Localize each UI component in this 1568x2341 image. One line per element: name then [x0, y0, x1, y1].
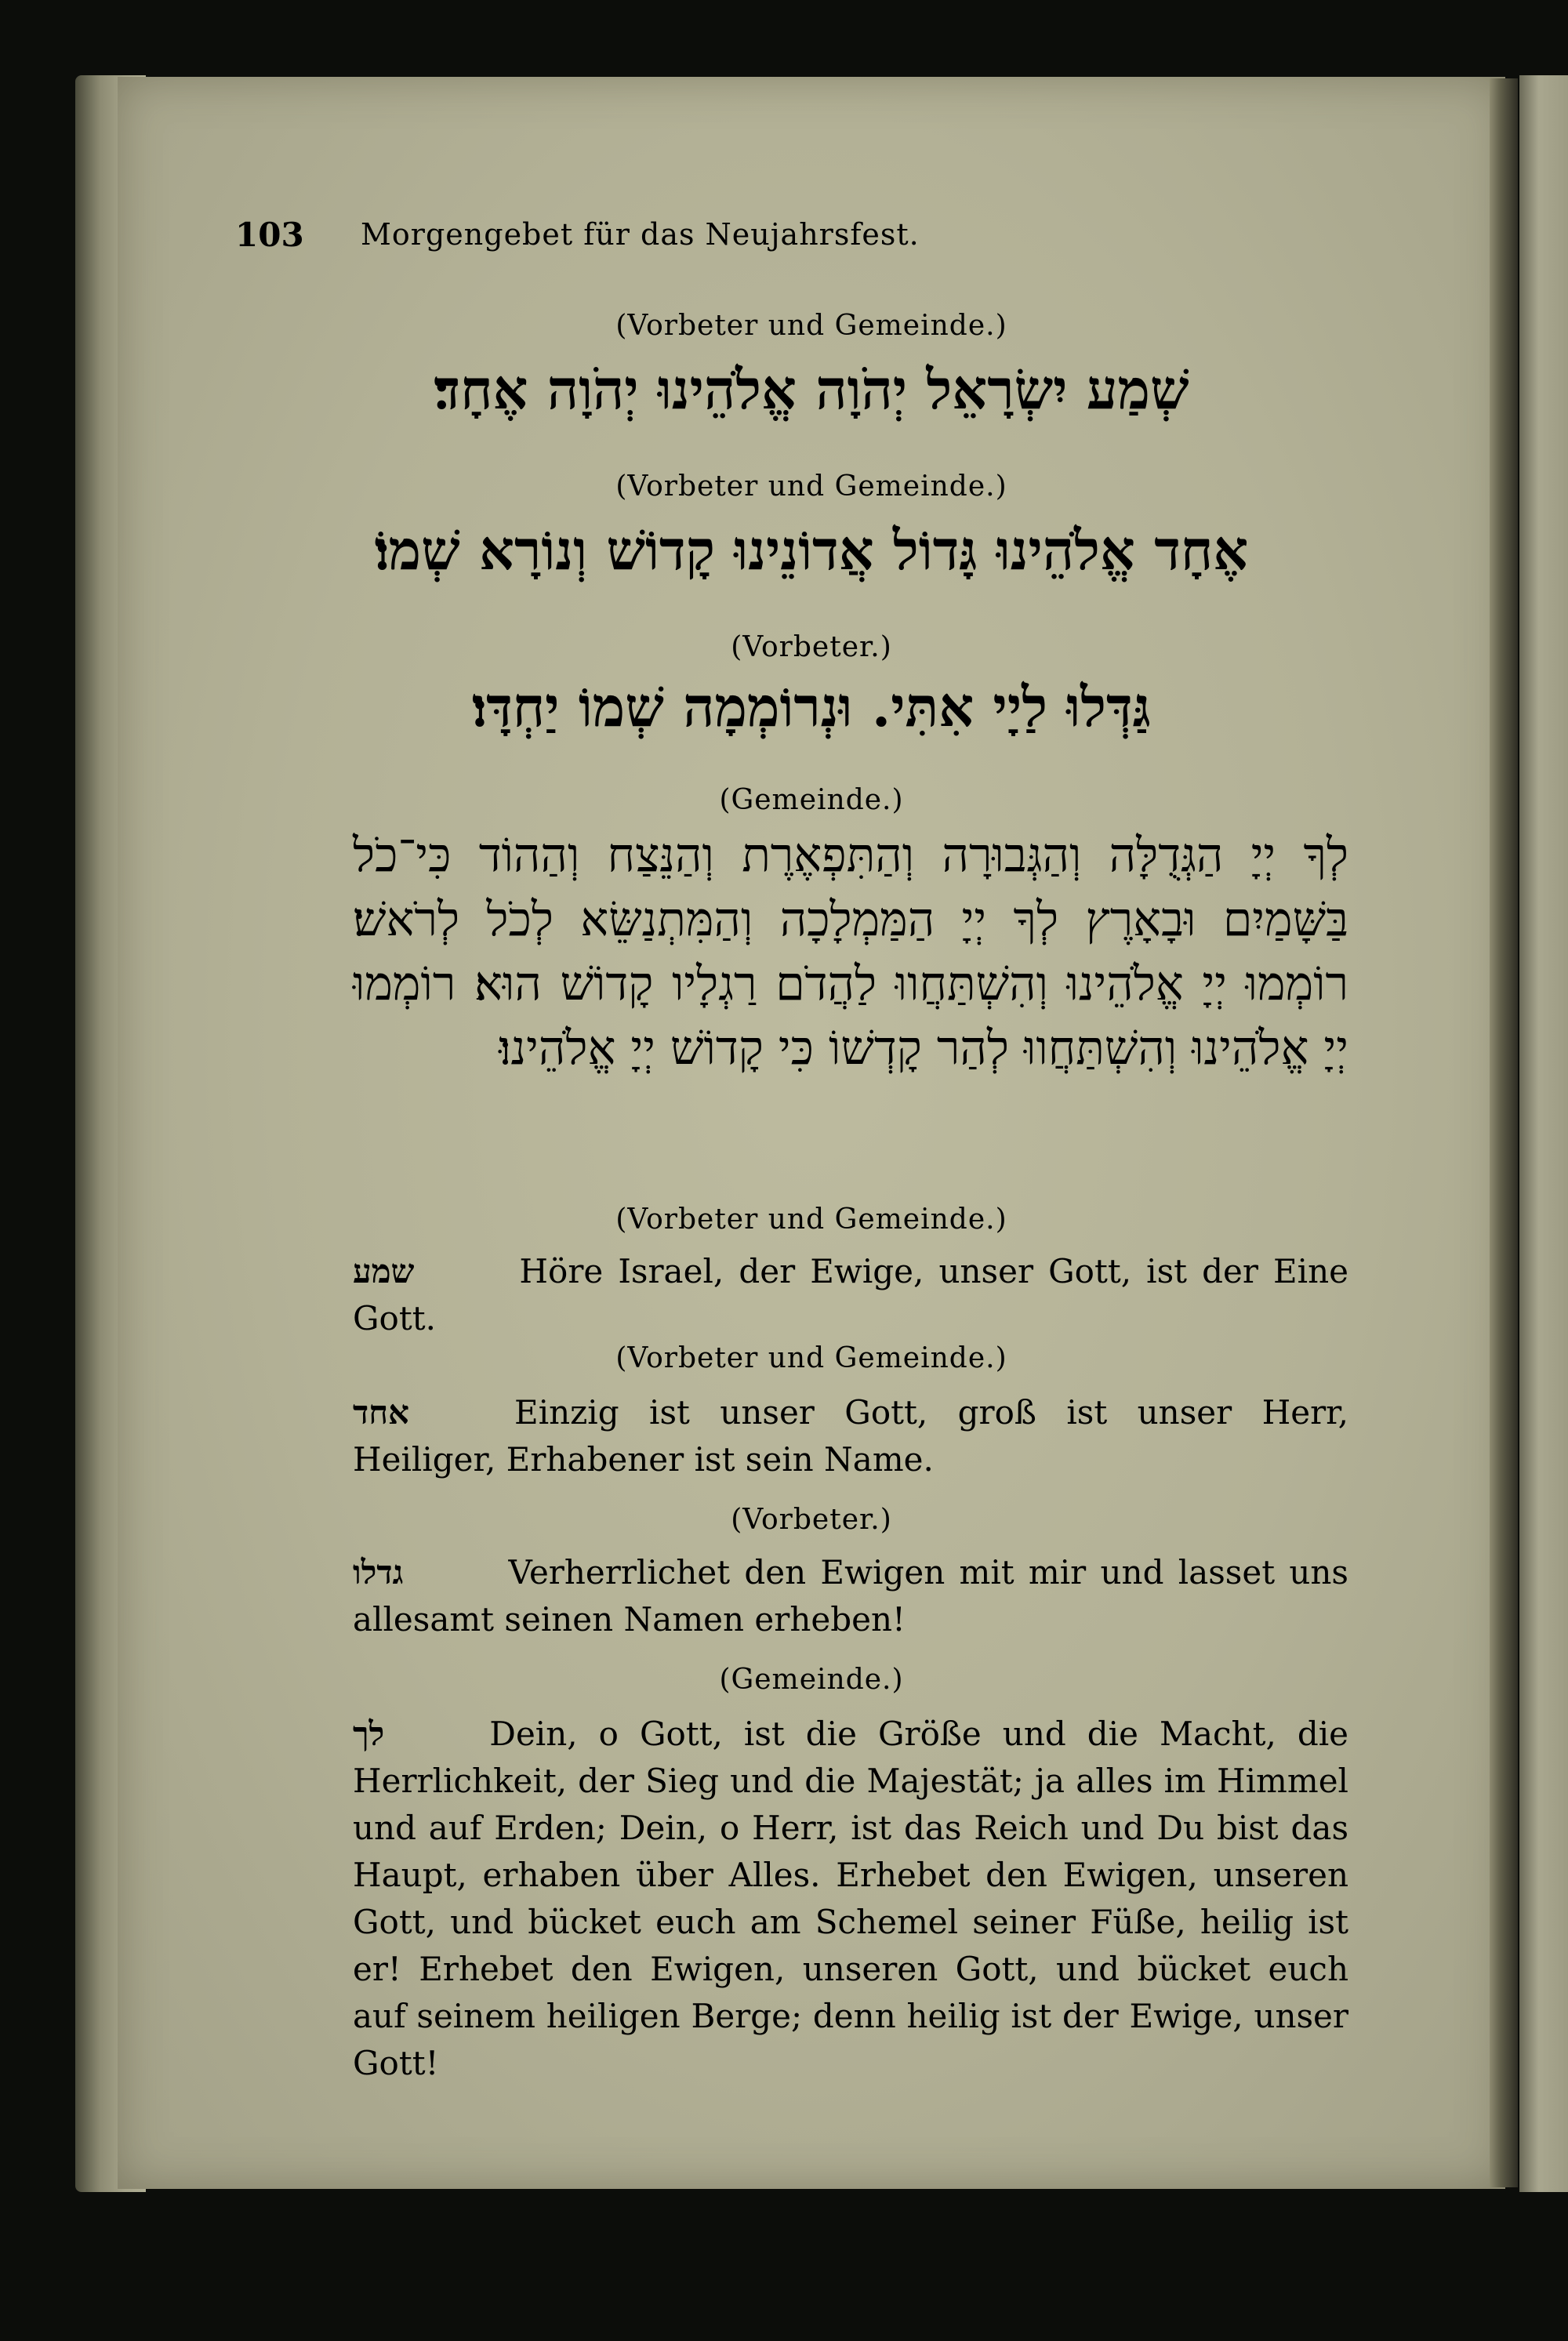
hebrew-cue-shema: שמע — [353, 1252, 415, 1290]
german-gadlu-paragraph — [353, 1549, 1348, 1643]
rubric-german-echad: (Vorbeter und Gemeinde.) — [615, 1342, 1007, 1374]
german-echad-paragraph — [353, 1389, 1348, 1483]
german-shema-text: Höre Israel, der Ewige, unser Gott, ist der Eine Gott. — [353, 1252, 1348, 1337]
next-page-edge — [1519, 75, 1568, 2192]
rubric-gadlu: (Vorbeter.) — [731, 631, 892, 663]
hebrew-cue-gadlu: גדלו — [353, 1553, 404, 1592]
german-echad-text: Einzig ist unser Gott, groß ist unser Herr, Heiliger, Erhabener ist sein Name. — [353, 1393, 1348, 1479]
german-lecha-paragraph — [353, 1711, 1348, 2087]
rubric-echad: (Vorbeter und Gemeinde.) — [615, 470, 1007, 503]
hebrew-gadlu-line: גַּדְּלוּ לַיָי אִתִּי. וּנְרוֹמְמָה שְׁמוֹ יַחְדָּו׃ — [472, 674, 1151, 739]
rubric-german-lecha: (Gemeinde.) — [719, 1664, 904, 1696]
hebrew-cue-lecha: לך — [353, 1715, 385, 1753]
rubric-german-shema: (Vorbeter und Gemeinde.) — [615, 1203, 1007, 1236]
running-head — [235, 216, 1348, 263]
running-title: Morgengebet für das Neujahrsfest. — [361, 217, 920, 252]
page-number: 103 — [235, 216, 304, 254]
german-gadlu-text: Verherrlichet den Ewigen mit mir und lasset uns allesamt seinen Namen erheben! — [353, 1553, 1348, 1639]
rubric-shema: (Vorbeter und Gemeinde.) — [615, 310, 1007, 342]
german-shema-paragraph — [353, 1248, 1348, 1342]
rubric-lecha: (Gemeinde.) — [719, 784, 904, 816]
hebrew-cue-echad: אחד — [353, 1393, 410, 1432]
hebrew-echad-line: אֶחָד אֱלֹהֵינוּ גָּדוֹל אֲדוֹנֵינוּ קָדוֹשׁ וְנוֹרָא שְׁמוֹ׃ — [374, 517, 1249, 583]
rubric-german-gadlu: (Vorbeter.) — [731, 1504, 892, 1536]
hebrew-shema-line: שְׁמַע יִשְׂרָאֵל יְהֹוָה אֱלֹהֵינוּ יְהֹוָה אֶחָד׃ — [434, 357, 1189, 422]
german-lecha-text: Dein, o Gott, ist die Größe und die Macht, die Herrlichkeit, der Sieg und die Majestät; ja alles im Himmel und auf Erden; Dein, o Herr, ist das Reich und Du bist das Haupt, erhaben über Alles. Erhebet den Ewigen, unseren Gott, und bücket euch am Schemel seiner Füße, heilig ist er! Erhebet den Ewigen, unseren Gott, und bücket euch auf seinem heiligen Berge; denn heilig ist der Ewige, unser Gott! — [353, 1715, 1348, 2082]
hebrew-lecha-paragraph: לְךָ יְיָ הַגְּדֻלָּה וְהַגְּבוּרָה וְהַתִּפְאֶרֶת וְהַנֵּצַח וְהַהוֹד כִּי־כֹל בַּשָּׁמַיִם וּבָאָרֶץ לְךָ יְיָ הַמַּמְלָכָה וְהַמִּתְנַשֵּׂא לְכֹל לְרֹאשׁ׃ רוֹמְמוּ יְיָ אֱלֹהֵינוּ וְהִשְׁתַּחֲווּ לַהֲדֹם רַגְלָיו קָדוֹשׁ הוּא׃ רוֹמְמוּ יְיָ אֱלֹהֵינוּ וְהִשְׁתַּחֲווּ לְהַר קָדְשׁוֹ כִּי קָדוֹשׁ יְיָ אֱלֹהֵינוּ׃ — [353, 828, 1348, 1076]
